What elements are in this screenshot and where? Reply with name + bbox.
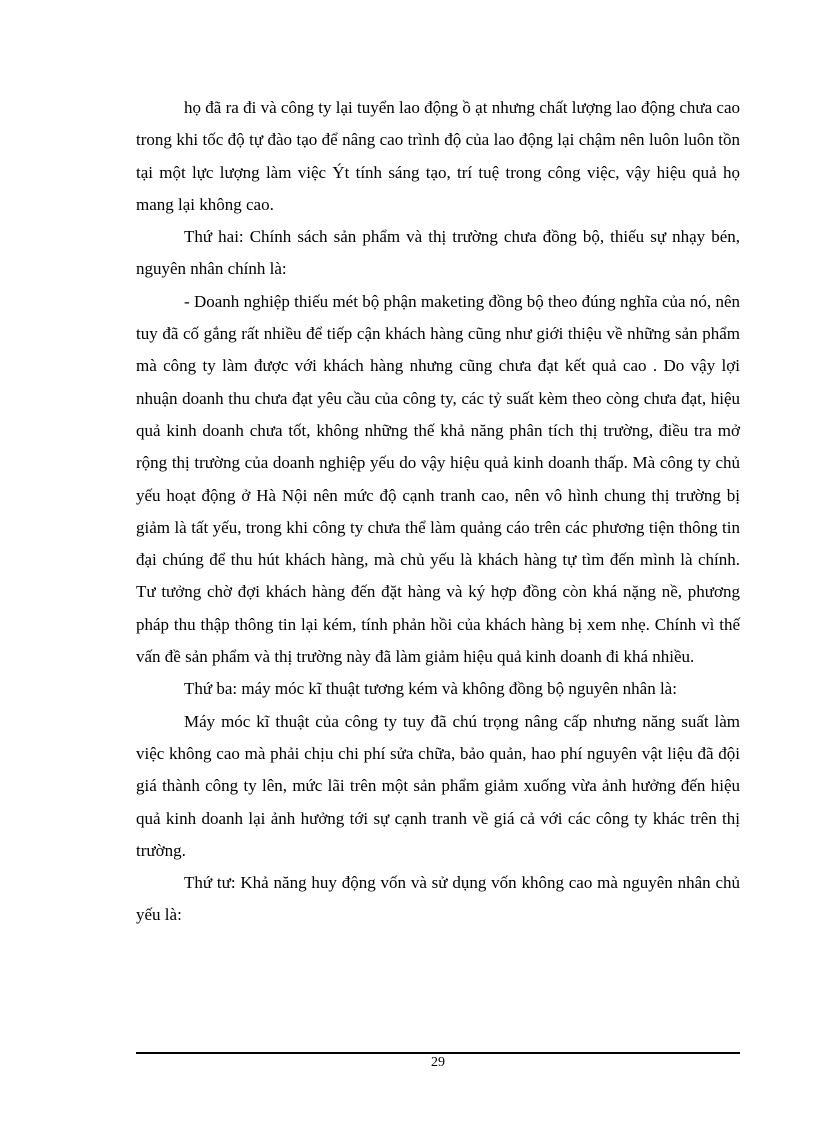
paragraph-machinery: Máy móc kĩ thuật của công ty tuy đã chú trọng nâng cấp nhưng năng suất làm việc không cao mà phải chịu chi phí sửa chữa, bảo quản, hao phí nguyên vật liệu đã đội giá thành công ty lên, mức lãi trên một sản phẩm giảm xuống vừa ảnh hưởng đến hiệu quả kinh doanh lại ảnh hưởng tới sự cạnh tranh về giá cả với các công ty khác trên thị trường.: [136, 711, 740, 860]
page-body: [136, 92, 740, 932]
paragraph-third-reason-heading: Thứ ba: máy móc kĩ thuật tương kém và không đồng bộ nguyên nhân là:: [184, 679, 677, 699]
paragraph-second-reason-heading: Thứ hai: Chính sách sản phẩm và thị trường chưa đồng bộ, thiếu sự nhạy bén, nguyên nhân chính là:: [136, 227, 740, 279]
page-number: 29: [431, 1055, 445, 1070]
paragraph-marketing-department: - Doanh nghiệp thiếu mét bộ phận maketing đồng bộ theo đúng nghĩa của nó, nên tuy đã cố gắng rất nhiều để tiếp cận khách hàng cũng như giới thiệu về những sản phẩm mà công ty làm được với khách hàng nhưng cũng chưa đạt kết quả cao . Do vậy lợi nhuận doanh thu chưa đạt yêu cầu của công ty, các tỷ suất kèm theo còng chưa đạt, hiệu quả kinh doanh chưa tốt, không những thế khả năng phân tích thị trường, điều tra mở rộng thị trường của doanh nghiệp yếu do vậy hiệu quả kinh doanh thấp. Mà công ty chủ yếu hoạt động ở Hà Nội nên mức độ cạnh tranh cao, nên vô hình chung thị trường bị giảm là tất yếu, trong khi công ty chưa thể làm quảng cáo trên các phương tiện thông tin đại chúng để thu hút khách hàng, mà chủ yếu là khách hàng tự tìm đến mình là chính. Tư tưởng chờ đợi khách hàng đến đặt hàng và ký hợp đồng còn khá nặng nề, phương pháp thu thập thông tin lại kém, tính phản hồi của khách hàng bị xem nhẹ. Chính vì thế vấn đề sản phẩm và thị trường này đã làm giảm hiệu quả kinh doanh đi khá nhiều.: [136, 291, 740, 667]
paragraph-fourth-reason-heading: Thứ tư: Khả năng huy động vốn và sử dụng vốn không cao mà nguyên nhân chủ yếu là:: [136, 873, 740, 925]
paragraph-workforce-continuation: họ đã ra đi và công ty lại tuyển lao động ồ ạt nhưng chất lượng lao động chưa cao trong khi tốc độ tự đào tạo để nâng cao trình độ của lao động lại chậm nên luôn luôn tồn tại một lực lượng làm việc Ýt tính sáng tạo, trí tuệ trong công việc, vậy hiệu quả họ mang lại không cao.: [136, 98, 740, 214]
